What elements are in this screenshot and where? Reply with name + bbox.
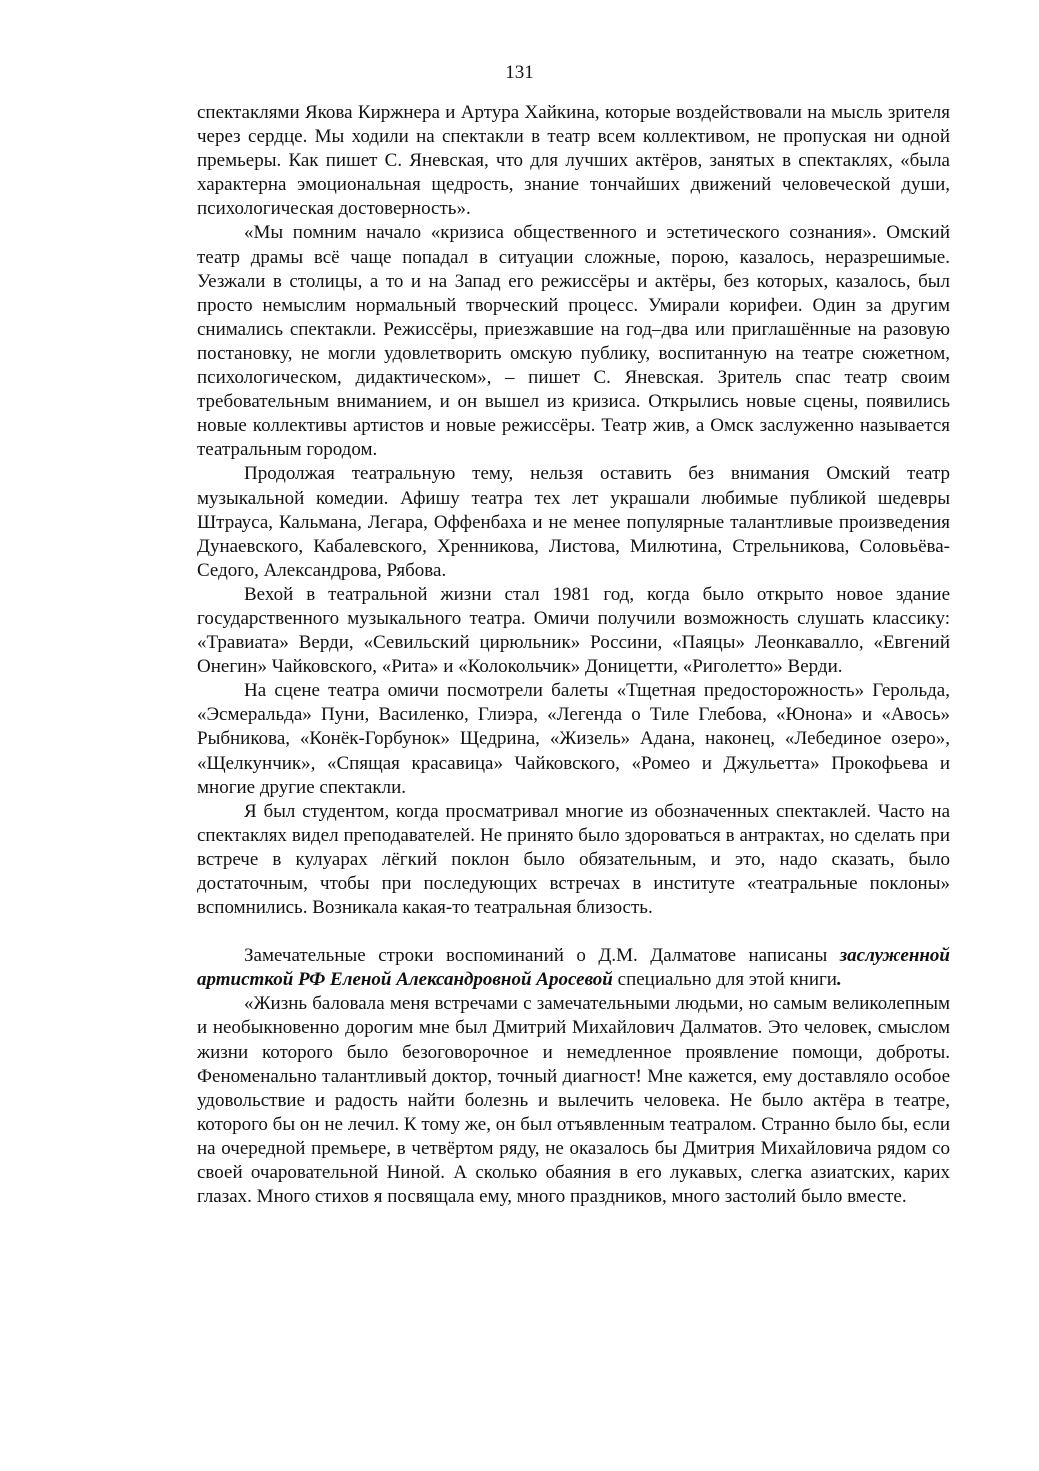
memoir-intro-middle: специально для этой книги (612, 969, 837, 991)
paragraph-drama-theatre-crisis: «Мы помним начало «кризиса общественного и эстетического сознания». Омский театр драмы всё чаще попадал в ситуации сложные, порою, казалось, неразрешимые. Уезжали в столицы, а то и на Запад его режиссёры и актёры, без которых, казалось, был просто немыслим нормальный творческий процесс. Умирали корифеи. Один за другим снимались спектакли. Режиссёры, приезжавшие на год–два или приглашённые на разовую постановку, не могли удовлетворить омскую публику, воспитанную на театре сюжетном, психологическом, дидактическом», – пишет С. Яневская. Зритель спас театр своим требовательным вниманием, и он вышел из кризиса. Открылись новые сцены, появились новые коллективы артистов и новые режиссёры. Театр жив, а Омск заслуженно называется театральным городом. (197, 222, 950, 461)
section-gap (197, 920, 950, 944)
memoir-intro-end: . (836, 969, 842, 991)
memoir-intro-start: Замечательные строки воспоминаний о Д.М. Далматове написаны (244, 945, 840, 967)
paragraph-student-memories: Я был студентом, когда просматривал многие из обозначенных спектаклей. Часто на спектаклях видел преподавателей. Не принято было здороваться в антрактах, но сделать при встрече в кулуарах лёгкий поклон было обязательным, и это, надо сказать, было достаточным, чтобы при последующих встречах в институте «театральные поклоны» вспомнились. Возникала какая-то театральная близость. (197, 800, 950, 919)
paragraph-ballets: На сцене театра омичи посмотрели балеты «Тщетная предосторожность» Герольда, «Эсмеральда» Пуни, Василенко, Глиэра, «Легенда о Тиле Глебова, «Юнона» и «Авось» Рыбникова, «Конёк-Горбунок» Щедрина, «Жизель» Адана, наконец, «Лебединое озеро», «Щелкунчик», «Спящая красавица» Чайковского, «Ромео и Джульетта» Прокофьева и многие другие спектакли. (197, 680, 950, 798)
body-text (197, 101, 950, 1209)
paragraph-1981-new-building: Вехой в театральной жизни стал 1981 год, когда было открыто новое здание государственного музыкального театра. Омичи получили возможность слушать классику: «Травиата» Верди, «Севильский цирюльник» Россини, «Паяцы» Леонкавалло, «Евгений Онегин» Чайковского, «Рита» и «Колокольчик» Доницетти, «Риголетто» Верди. (197, 583, 950, 678)
paragraph-continuation: спектаклями Якова Киржнера и Артура Хайкина, которые воздействовали на мысль зрителя через сердце. Мы ходили на спектакли в театр всем коллективом, не пропуская ни одной премьеры. Как пишет С. Яневская, что для лучших актёров, занятых в спектаклях, «была характерна эмоциональная щедрость, знание тончайших движений человеческой души, психологическая достоверность». (197, 102, 950, 220)
paragraph-memoir-intro (197, 944, 950, 992)
paragraph-memoir-quote: «Жизнь баловала меня встречами с замечательными людьми, но самым великолепным и необыкновенно дорогим мне был Дмитрий Михайлович Далматов. Это человек, смыслом жизни которого было безоговорочное и немедленное проявление помощи, доброты. Феноменально талантливый доктор, точный диагност! Мне кажется, ему доставляло особое удовольствие и радость найти болезнь и вылечить человека. Не было актёра в театре, которого бы он не лечил. К тому же, он был отъявленным театралом. Странно было бы, если на очередной премьере, в четвёртом ряду, не оказалось бы Дмитрия Михайловича рядом со своей очаровательной Ниной. А сколько обаяния в его лукавых, слегка азиатских, карих глазах. Много стихов я посвящала ему, много праздников, много застолий было вместе. (197, 993, 950, 1208)
paragraph-musical-comedy: Продолжая театральную тему, нельзя оставить без внимания Омский театр музыкальной комедии. Афишу театра тех лет украшали любимые публикой шедевры Штрауса, Кальмана, Легара, Оффенбаха и не менее популярные талантливые произведения Дунаевского, Кабалевского, Хренникова, Листова, Милютина, Стрельникова, Соловьёва-Седого, Александрова, Рябова. (197, 463, 950, 581)
page-number: 131 (505, 62, 534, 83)
author-name-emphasis: заслуженной артисткой РФ Еленой Александровной Аросевой (197, 945, 950, 991)
